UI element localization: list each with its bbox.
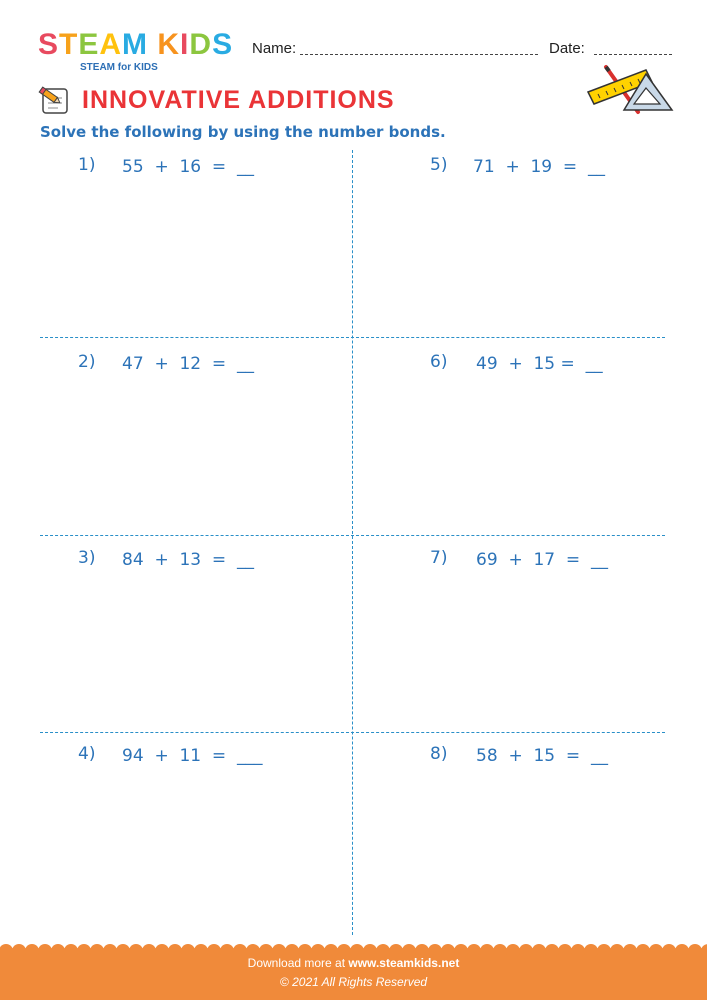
problem-expression: 58 + 15 = __ (476, 746, 608, 766)
name-label: Name: (252, 40, 297, 57)
problem-number: 5) (430, 155, 448, 175)
problem-expression: 47 + 12 = __ (122, 354, 254, 374)
pencil-paper-icon (37, 85, 71, 119)
problem-number: 7) (430, 548, 448, 568)
logo-letter: S (212, 28, 234, 61)
problem-number: 1) (78, 155, 96, 175)
logo-letter: E (78, 28, 100, 61)
problem-number: 6) (430, 352, 448, 372)
problem-expression: 94 + 11 = ___ (122, 746, 263, 766)
instructions: Solve the following by using the number bonds. (40, 123, 446, 141)
logo-letter: T (59, 28, 79, 61)
problem-number: 4) (78, 744, 96, 764)
logo-letter: I (180, 28, 190, 61)
row-divider (40, 732, 665, 733)
problem-expression: 71 + 19 = __ (473, 157, 605, 177)
ruler-set-square-icon (586, 62, 676, 121)
logo-letter: A (99, 28, 123, 61)
problem-number: 3) (78, 548, 96, 568)
row-divider (40, 535, 665, 536)
date-label: Date: (549, 40, 585, 57)
logo-subtitle: STEAM for KIDS (80, 62, 158, 73)
footer (0, 944, 707, 1000)
copyright-text: © 2021 All Rights Reserved (279, 975, 428, 989)
logo-letter (148, 28, 157, 61)
name-field[interactable] (300, 54, 538, 55)
worksheet-title: INNOVATIVE ADDITIONS (82, 86, 395, 114)
logo-letter: S (38, 28, 60, 61)
download-prefix: Download more at (247, 956, 349, 970)
vertical-divider (352, 150, 353, 935)
problem-expression: 49 + 15 = __ (476, 354, 603, 374)
download-link[interactable]: www.steamkids.net (348, 956, 460, 970)
problem-number: 8) (430, 744, 448, 764)
date-field[interactable] (594, 54, 672, 55)
steam-kids-logo (38, 30, 233, 73)
problem-number: 2) (78, 352, 96, 372)
problem-expression: 69 + 17 = __ (476, 550, 608, 570)
problem-expression: 55 + 16 = __ (122, 157, 254, 177)
footer-background (0, 944, 707, 1000)
download-text (0, 956, 707, 970)
logo-letter: M (122, 28, 149, 61)
logo-wordmark (38, 30, 233, 60)
logo-letter: D (189, 28, 213, 61)
problem-expression: 84 + 13 = __ (122, 550, 254, 570)
row-divider (40, 337, 665, 338)
logo-letter: K (157, 28, 181, 61)
